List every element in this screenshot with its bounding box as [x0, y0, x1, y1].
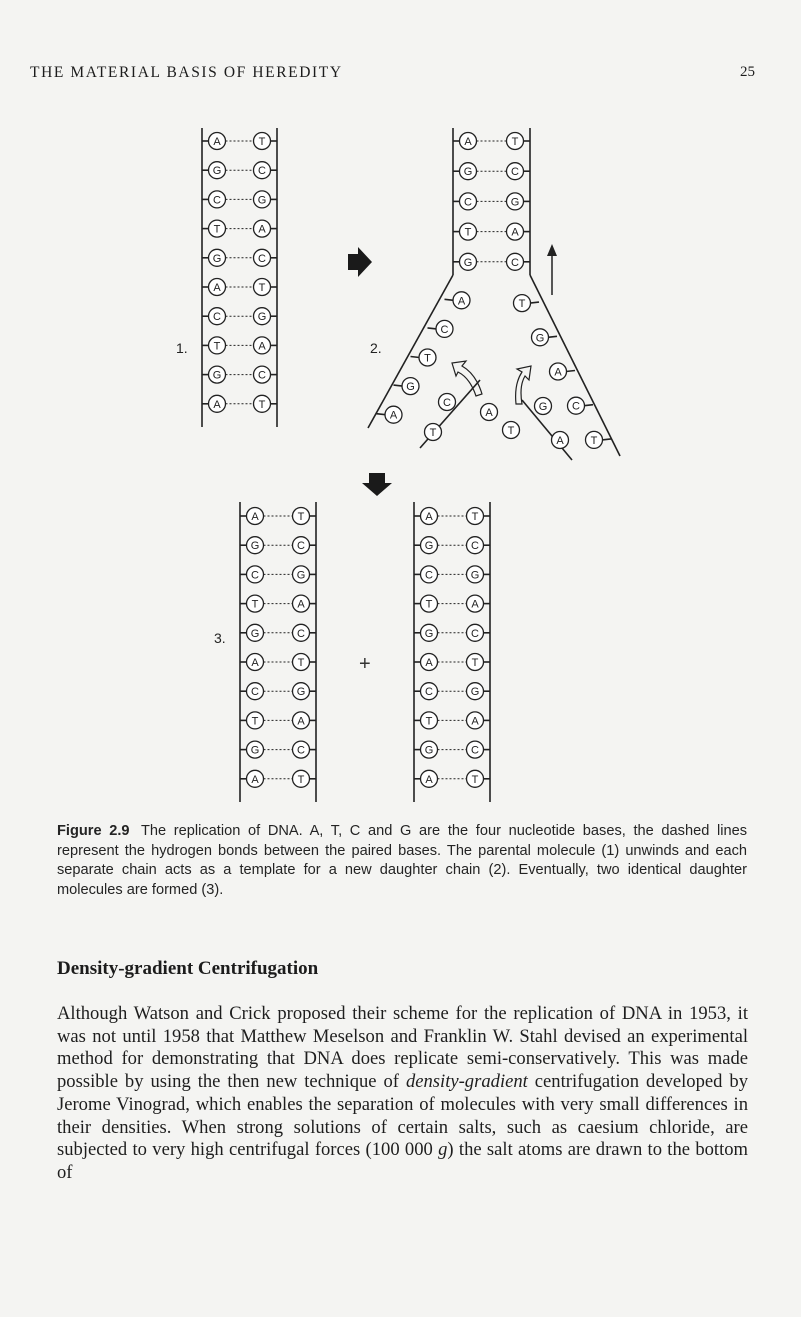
base-c	[247, 566, 264, 583]
base-letter: C	[213, 194, 221, 207]
base-c	[460, 193, 477, 210]
base-letter: C	[511, 256, 519, 269]
base-letter: T	[424, 352, 431, 365]
base-letter: A	[251, 657, 259, 669]
base-letter: A	[425, 773, 433, 786]
base-letter: T	[471, 657, 479, 669]
base-c	[254, 366, 271, 383]
base-t	[209, 220, 226, 237]
base-c	[507, 163, 524, 180]
base-c	[247, 683, 264, 700]
bond-stub	[566, 371, 575, 372]
bond-stub	[530, 302, 539, 303]
base-a	[209, 133, 226, 150]
base-t	[293, 654, 310, 671]
base-letter: G	[296, 686, 306, 699]
base-letter: G	[538, 401, 548, 413]
bond-stub	[411, 357, 420, 358]
base-t	[247, 712, 264, 729]
base-g	[467, 566, 484, 583]
base-c	[467, 624, 484, 641]
base-letter: C	[258, 252, 266, 265]
base-letter: G	[257, 194, 267, 207]
body-paragraph	[57, 1003, 748, 1185]
base-letter: T	[251, 598, 259, 611]
base-letter: A	[511, 226, 519, 239]
base-letter: T	[507, 425, 515, 437]
base-letter: G	[510, 196, 520, 209]
parental-molecule	[202, 128, 277, 427]
bond-stub	[377, 414, 386, 415]
figure-label: Figure 2.9	[57, 823, 130, 839]
base-a	[209, 279, 226, 296]
base-t	[467, 508, 484, 525]
base-c	[507, 253, 524, 270]
step-3-label: 3.	[214, 630, 226, 646]
base-letter: A	[258, 223, 266, 236]
base-letter: C	[297, 540, 305, 553]
base-g	[421, 537, 438, 554]
base-g	[247, 537, 264, 554]
base-letter: A	[556, 435, 564, 447]
base-letter: C	[258, 165, 266, 178]
base-letter: G	[250, 540, 260, 553]
base-c	[293, 741, 310, 758]
bond-stub	[548, 336, 557, 337]
base-a	[467, 595, 484, 612]
base-t	[254, 133, 271, 150]
base-letter: C	[425, 569, 433, 582]
base-c	[421, 683, 438, 700]
caption-text: The replication of DNA. A, T, C and G are the four nucleotide bases, the dashed lines represent the hydrogen bonds between the paired bases. The parental molecule (1) unwinds and each separate chain acts as a template for a new daughter chain (2). Eventually, two identical daughter molecules are formed (3).	[57, 823, 747, 898]
base-letter: G	[470, 569, 480, 582]
base-c	[421, 566, 438, 583]
base-letter: G	[470, 686, 480, 699]
base-letter: A	[485, 407, 493, 419]
base-c	[467, 741, 484, 758]
base-letter: G	[406, 381, 415, 394]
base-letter: T	[464, 226, 472, 239]
base-letter: A	[213, 282, 221, 294]
base-letter: G	[212, 165, 222, 178]
base-letter: A	[457, 295, 466, 308]
bond-stub	[602, 439, 611, 440]
bond-stub	[394, 385, 403, 386]
base-letter: T	[213, 340, 221, 353]
curved-arrow-right-icon	[516, 366, 531, 404]
base-a	[247, 654, 264, 671]
running-title: THE MATERIAL BASIS OF HEREDITY	[30, 64, 343, 81]
base-letter: C	[440, 323, 449, 336]
base-letter: C	[297, 744, 305, 757]
base-t	[254, 395, 271, 412]
base-letter: A	[471, 715, 479, 728]
base-t	[467, 770, 484, 787]
base-letter: T	[425, 715, 433, 728]
base-c	[254, 249, 271, 266]
base-letter: A	[425, 511, 433, 523]
body-text-part: centrifugation developed by Jerome Vinograd, which enables the separation of molecules with very small differences in their densities. When strong solutions of certain salts, such as caesium chloride, are subjected to very high centrifugal forces (100 000	[57, 1071, 748, 1161]
base-letter: G	[535, 332, 545, 345]
base-letter: T	[518, 298, 526, 311]
base-letter: G	[212, 369, 222, 382]
base-letter: A	[258, 340, 266, 353]
base-g	[460, 253, 477, 270]
down-arrow-icon	[362, 473, 392, 496]
base-letter: A	[425, 657, 433, 669]
base-t	[460, 223, 477, 240]
base-letter: A	[213, 136, 221, 148]
base-letter: C	[572, 400, 580, 413]
bond-stub	[584, 405, 593, 406]
base-letter: T	[297, 773, 305, 786]
base-letter: C	[471, 744, 479, 757]
base-a	[247, 770, 264, 787]
base-t	[293, 770, 310, 787]
base-g	[293, 683, 310, 700]
bond-stub	[428, 328, 437, 329]
base-a	[460, 133, 477, 150]
base-a	[247, 508, 264, 525]
daughter-molecule-left	[240, 502, 316, 802]
base-g	[467, 683, 484, 700]
base-letter: T	[590, 434, 598, 447]
base-a	[453, 292, 470, 309]
base-letter: T	[213, 223, 221, 236]
base-letter: C	[471, 627, 479, 640]
base-letter: C	[213, 311, 221, 324]
base-a	[421, 770, 438, 787]
base-a	[421, 654, 438, 671]
base-t	[254, 279, 271, 296]
base-letter: C	[511, 166, 519, 179]
base-letter: T	[511, 136, 519, 148]
base-letter: T	[425, 598, 433, 611]
figure-caption	[57, 822, 747, 900]
base-t	[209, 337, 226, 354]
base-a	[385, 406, 402, 423]
base-a	[421, 508, 438, 525]
base-letter: C	[297, 627, 305, 640]
base-letter: A	[554, 366, 562, 379]
base-a	[507, 223, 524, 240]
base-c	[254, 162, 271, 179]
base-a	[254, 220, 271, 237]
base-letter: G	[424, 744, 434, 757]
up-arrow-head	[547, 244, 557, 256]
base-letter: G	[424, 627, 434, 640]
base-letter: A	[464, 136, 472, 148]
base-g	[507, 193, 524, 210]
base-letter: T	[297, 511, 305, 523]
base-letter: A	[251, 773, 259, 786]
base-t	[421, 595, 438, 612]
parental-strand-right	[530, 275, 620, 456]
base-letter: T	[297, 657, 305, 669]
base-t	[293, 508, 310, 525]
base-c	[467, 537, 484, 554]
base-letter: G	[212, 252, 222, 265]
base-g	[535, 398, 552, 415]
section-heading: Density-gradient Centrifugation	[57, 958, 319, 979]
base-letter: G	[463, 256, 473, 269]
base-c	[568, 397, 585, 414]
base-g	[254, 308, 271, 325]
base-a	[481, 404, 498, 421]
replicating-molecule	[368, 128, 620, 460]
base-t	[467, 654, 484, 671]
base-g	[209, 249, 226, 266]
base-letter: T	[429, 427, 437, 439]
curved-arrow-left-icon	[452, 361, 482, 396]
right-arrow-icon	[348, 247, 372, 277]
base-g	[209, 366, 226, 383]
body-text-emphasis: density-gradient	[405, 1071, 528, 1093]
plus-sign: +	[359, 653, 371, 675]
base-letter: A	[251, 511, 259, 523]
base-g	[402, 378, 419, 395]
base-letter: A	[471, 598, 479, 611]
base-letter: C	[471, 540, 479, 553]
base-c	[436, 320, 453, 337]
base-g	[293, 566, 310, 583]
base-a	[209, 395, 226, 412]
base-t	[503, 422, 520, 439]
step-1-label: 1.	[176, 340, 188, 356]
base-letter: G	[424, 540, 434, 553]
body-text-part: ) the salt atoms are drawn to the bottom of	[57, 1139, 749, 1183]
base-c	[293, 624, 310, 641]
base-g	[247, 624, 264, 641]
page-number: 25	[740, 64, 755, 80]
daughter-molecule-right	[414, 502, 490, 802]
base-g	[421, 624, 438, 641]
body-text-emphasis: g	[438, 1139, 448, 1161]
base-letter: C	[443, 397, 451, 409]
base-c	[209, 191, 226, 208]
base-letter: G	[463, 166, 473, 179]
base-letter: G	[257, 311, 267, 324]
base-letter: T	[258, 136, 266, 148]
base-g	[532, 329, 549, 346]
base-a	[293, 712, 310, 729]
bond-stub	[445, 299, 454, 300]
base-t	[419, 349, 436, 366]
base-letter: T	[258, 398, 266, 411]
base-a	[550, 363, 567, 380]
base-letter: T	[258, 282, 266, 294]
base-t	[507, 133, 524, 150]
base-letter: A	[297, 598, 305, 611]
base-letter: G	[250, 744, 260, 757]
base-t	[514, 295, 531, 312]
base-letter: A	[213, 398, 221, 411]
base-a	[254, 337, 271, 354]
base-c	[293, 537, 310, 554]
base-t	[586, 431, 603, 448]
base-letter: C	[251, 569, 259, 582]
step-2-label: 2.	[370, 340, 382, 356]
base-letter: C	[258, 369, 266, 382]
base-letter: T	[251, 715, 259, 728]
base-c	[209, 308, 226, 325]
base-a	[293, 595, 310, 612]
base-letter: A	[297, 715, 305, 728]
base-g	[421, 741, 438, 758]
base-a	[552, 432, 569, 449]
base-letter: C	[425, 686, 433, 699]
base-g	[247, 741, 264, 758]
base-c	[439, 394, 456, 411]
body-text-part: Although Watson and Crick proposed their scheme for the replication of DNA in 1953, it was not until 1958 that Matthew Meselson and Franklin W. Stahl devised an experimental method for demonstrating that DNA does replicate semi-conservatively. This was made possible by using the then new technique of	[57, 1003, 748, 1093]
base-g	[460, 163, 477, 180]
base-g	[254, 191, 271, 208]
base-a	[467, 712, 484, 729]
base-t	[425, 424, 442, 441]
base-letter: T	[471, 773, 479, 786]
base-letter: C	[251, 686, 259, 699]
base-letter: G	[250, 627, 260, 640]
base-t	[421, 712, 438, 729]
base-letter: T	[471, 511, 479, 523]
base-letter: C	[464, 196, 472, 209]
base-letter: A	[389, 409, 398, 422]
base-t	[247, 595, 264, 612]
base-letter: G	[296, 569, 306, 582]
base-g	[209, 162, 226, 179]
